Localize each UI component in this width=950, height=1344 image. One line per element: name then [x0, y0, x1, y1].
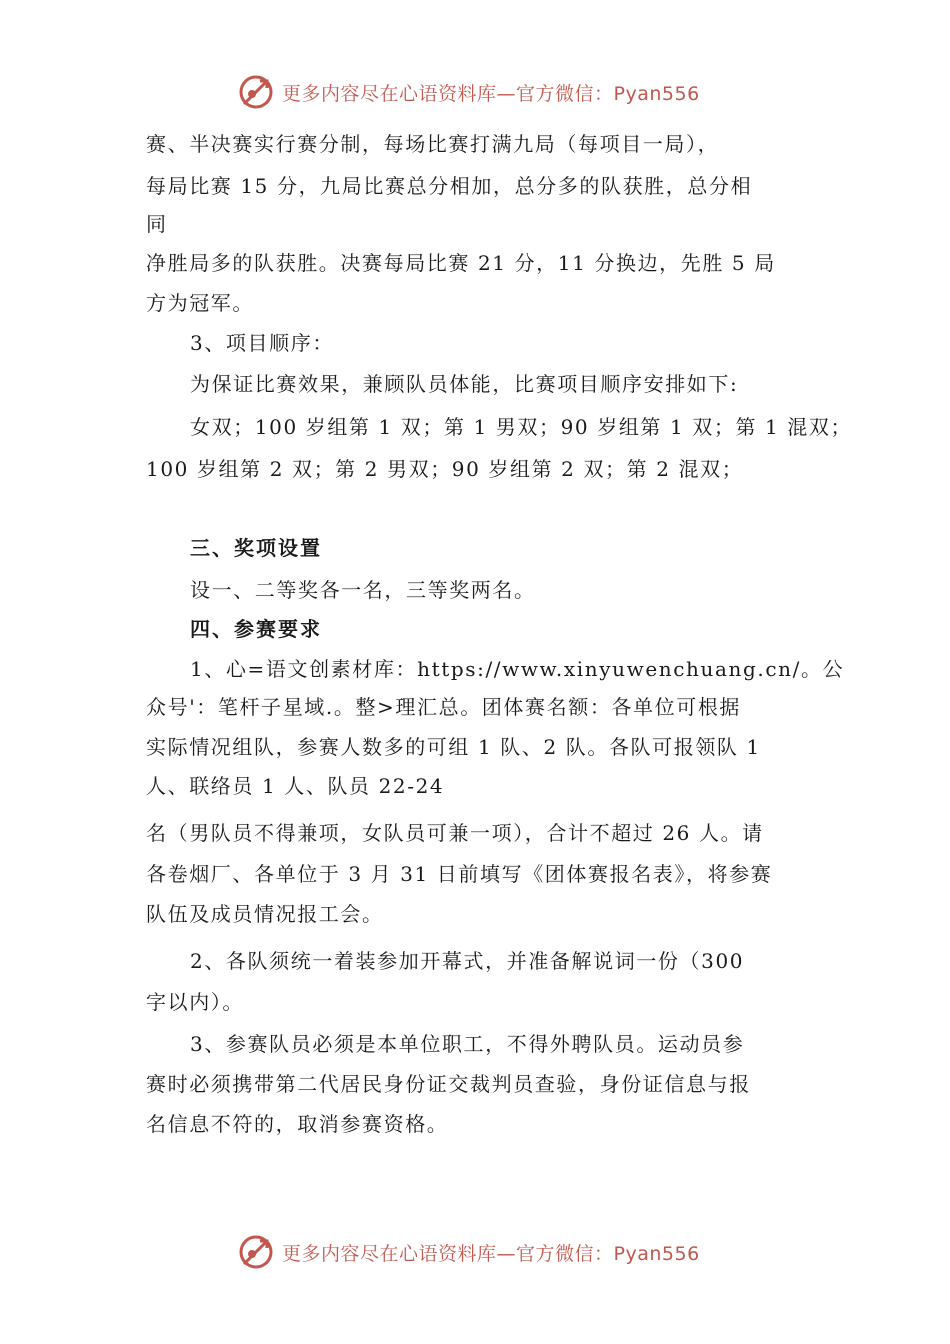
text-line: 赛、半决赛实行赛分制，每场比赛打满九局（每项目一局），: [146, 132, 720, 156]
req3-line: 3、参赛队员必须是本单位职工，不得外聘队员。运动员参: [190, 1032, 745, 1056]
req2-line: 字以内）。: [146, 990, 244, 1014]
req3-line: 名信息不符的，取消参赛资格。: [146, 1112, 449, 1136]
header-watermark-text: 更多内容尽在心语资料库—官方微信：Pyan556: [282, 82, 700, 105]
text-line: 同: [146, 212, 168, 236]
text-line: 每局比赛 15 分，九局比赛总分相加，总分多的队获胜，总分相: [146, 174, 753, 198]
item3-title: 3、项目顺序：: [190, 331, 334, 355]
req1-line: 各卷烟厂、各单位于 3 月 31 日前填写《团体赛报名表》，将参赛: [146, 862, 773, 886]
req1-line: 1、心=语文创素材库：https://www.xinyuwenchuang.cn/。公: [190, 657, 845, 681]
req1-line: 人、联络员 1 人、队员 22-24: [146, 774, 445, 798]
footer-watermark-banner: [238, 1232, 758, 1272]
text-line: 方为冠军。: [146, 291, 254, 315]
req2-line: 2、各队须统一着装参加开幕式，并准备解说词一份（300: [190, 949, 745, 973]
footer-watermark-text: 更多内容尽在心语资料库—官方微信：Pyan556: [282, 1242, 700, 1265]
section4-heading: 四、参赛要求: [190, 617, 322, 641]
req3-line: 赛时必须携带第二代居民身份证交裁判员查验，身份证信息与报: [146, 1072, 751, 1096]
text-line: 净胜局多的队获胜。决赛每局比赛 21 分，11 分换边，先胜 5 局: [146, 251, 776, 275]
req1-line: 队伍及成员情况报工会。: [146, 902, 384, 926]
req1-line: 名（男队员不得兼项，女队员可兼一项），合计不超过 26 人。请: [146, 821, 764, 845]
item3-order-line: 女双；100 岁组第 1 双；第 1 男双；90 岁组第 1 双；第 1 混双；: [190, 415, 853, 439]
section3-heading: 三、奖项设置: [190, 536, 322, 560]
item3-intro: 为保证比赛效果，兼顾队员体能，比赛项目顺序安排如下:: [190, 372, 739, 396]
section3-text: 设一、二等奖各一名，三等奖两名。: [190, 578, 536, 602]
item3-order-line: 100 岁组第 2 双；第 2 男双；90 岁组第 2 双；第 2 混双；: [146, 457, 744, 481]
req1-line: 众号'：笔杆子星域.。整>理汇总。团体赛名额：各单位可根据: [146, 695, 742, 719]
circle-arrow-logo-icon: [238, 74, 274, 110]
header-watermark-banner: [238, 72, 758, 112]
req1-line: 实际情况组队，参赛人数多的可组 1 队、2 队。各队可报领队 1: [146, 735, 761, 759]
circle-arrow-logo-icon: [238, 1234, 274, 1270]
